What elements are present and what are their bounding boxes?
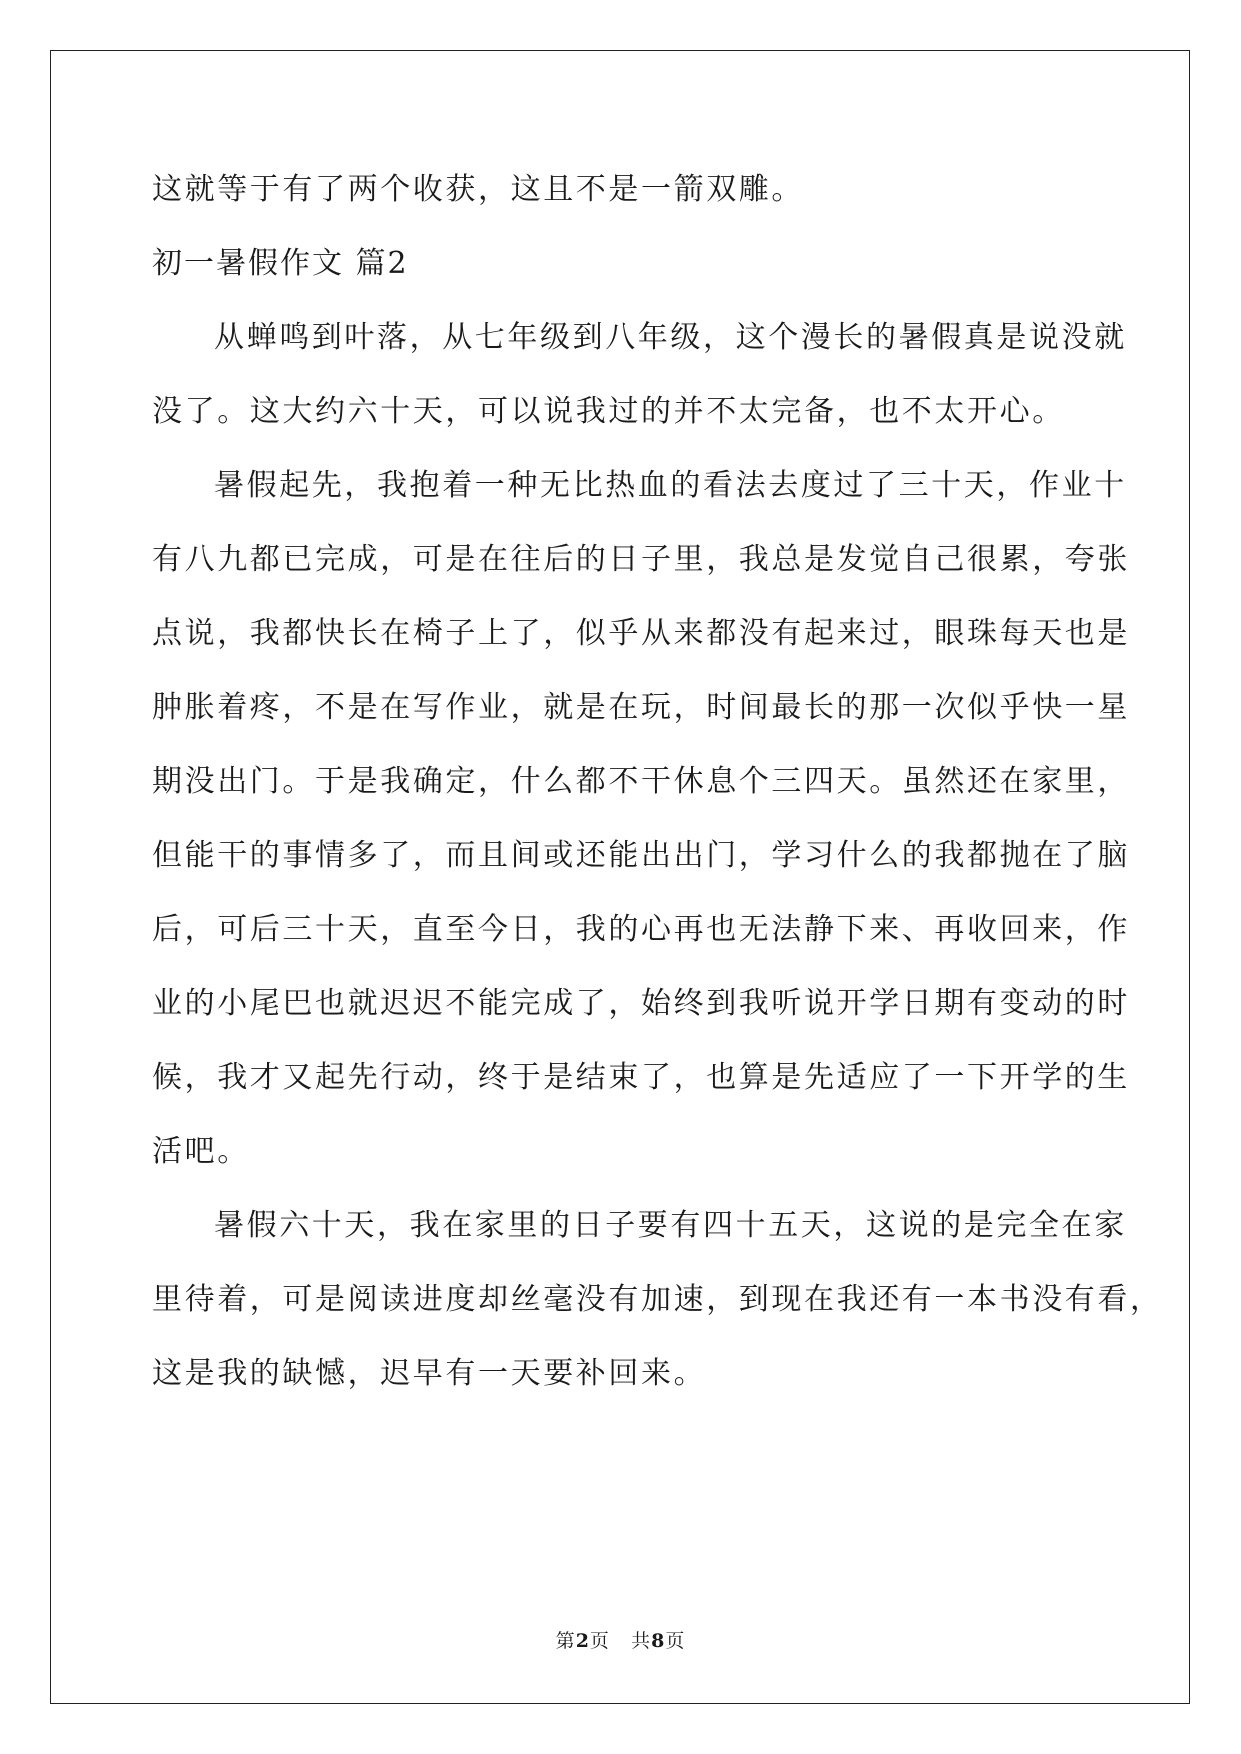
text-line: 但能干的事情多了，而且间或还能出出门，学习什么的我都抛在了脑 (152, 838, 1130, 873)
section-heading: 初一暑假作文 篇2 (152, 246, 409, 281)
text-line: 里待着，可是阅读进度却丝毫没有加速，到现在我还有一本书没有看， (152, 1282, 1163, 1317)
text-line: 从蝉鸣到叶落，从七年级到八年级，这个漫长的暑假真是说没就 (214, 320, 1127, 355)
text-line: 点说，我都快长在椅子上了，似乎从来都没有起来过，眼珠每天也是 (152, 616, 1130, 651)
text-line: 业的小尾巴也就迟迟不能完成了，始终到我听说开学日期有变动的时 (152, 986, 1130, 1021)
text-line: 期没出门。于是我确定，什么都不干休息个三四天。虽然还在家里， (152, 764, 1130, 799)
page-number-prefix: 第 (555, 1630, 576, 1652)
page-footer (0, 1626, 1241, 1653)
text-line: 这是我的缺憾，迟早有一天要补回来。 (152, 1356, 707, 1391)
total-page-count: 8 (651, 1630, 666, 1652)
text-line: 没了。这大约六十天，可以说我过的并不太完备，也不太开心。 (152, 394, 1065, 429)
page-number-suffix: 页 (589, 1630, 610, 1652)
text-line: 候，我才又起先行动，终于是结束了，也算是先适应了一下开学的生 (152, 1060, 1130, 1095)
text-line: 肿胀着疼，不是在写作业，就是在玩，时间最长的那一次似乎快一星 (152, 690, 1130, 725)
document-body (152, 160, 1163, 1418)
total-pages-suffix: 页 (665, 1630, 686, 1652)
text-line: 后，可后三十天，直至今日，我的心再也无法静下来、再收回来，作 (152, 912, 1130, 947)
text-line: 活吧。 (152, 1134, 250, 1169)
text-line: 暑假六十天，我在家里的日子要有四十五天，这说的是完全在家 (214, 1208, 1127, 1243)
text-line: 暑假起先，我抱着一种无比热血的看法去度过了三十天，作业十 (214, 468, 1127, 503)
current-page-number: 2 (575, 1630, 590, 1652)
total-pages-prefix: 共 (631, 1630, 652, 1652)
text-line: 这就等于有了两个收获，这且不是一箭双雕。 (152, 172, 804, 207)
text-line: 有八九都已完成，可是在往后的日子里，我总是发觉自己很累，夸张 (152, 542, 1130, 577)
